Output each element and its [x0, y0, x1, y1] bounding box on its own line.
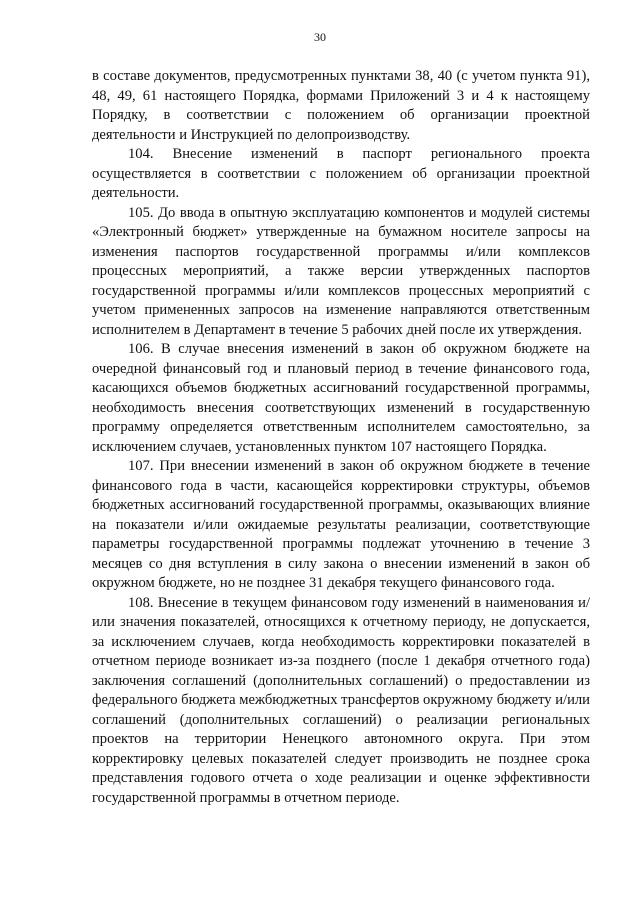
paragraph-104: 104. Внесение изменений в паспорт регионального проекта осуществляется в соответствии с положением об организации проектной деятельности.: [92, 146, 590, 201]
paragraph-108: 108. Внесение в текущем финансовом году изменений в наименования и/или значения показателей, относящихся к отчетному периоду, не допускается, за исключением случаев, когда необходимость корректировки показателей в отчетном периоде возникает из-за позднего (после 1 декабря отчетного года) заключения соглашений (дополнительных соглашений) о предоставлении из федерального бюджета межбюджетных трансфертов окружному бюджету и/или соглашений (дополнительных соглашений) о реализации региональных проектов на территории Ненецкого автономного округа. При этом корректировку целевых показателей следует производить не позднее срока представления годового отчета о ходе реализации и оценке эффективности государственной программы в отчетном периоде.: [92, 594, 590, 806]
page-number: 30: [314, 30, 326, 44]
paragraph-107: 107. При внесении изменений в закон об окружном бюджете в течение финансового года в части, касающейся корректировки структуры, объемов бюджетных ассигнований государственной программы, оказывающих влияние на показатели и/или ожидаемые результаты реализации, соответствующие параметры государственной программы подлежат уточнению в течение 3 месяцев со дня вступления в силу закона о внесении изменений в закон об окружном бюджете, но не позднее 31 декабря текущего финансового года.: [92, 458, 590, 591]
paragraph-continuation: в составе документов, предусмотренных пунктами 38, 40 (с учетом пункта 91), 48, 49, 61 настоящего Порядка, формами Приложений 3 и 4 к настоящему Порядку, в соответствии с положением об организации проектной деятельности и Инструкцией по делопроизводству.: [92, 68, 590, 143]
paragraph-105: 105. До ввода в опытную эксплуатацию компонентов и модулей системы «Электронный бюджет» утвержденные на бумажном носителе запросы на изменения паспортов государственной программы и/или комплексов процессных мероприятий, а также версии утвержденных паспортов государственной программы и/или комплексов процессных мероприятий с учетом примененных запросов на изменение направляются ответственным исполнителем в Департамент в течение 5 рабочих дней после их утверждения.: [92, 204, 590, 338]
document-body: [92, 67, 590, 808]
paragraph-106: 106. В случае внесения изменений в закон об окружном бюджете на очередной финансовый год и плановый период в течение финансового года, касающихся объемов бюджетных ассигнований государственной программы, необходимость внесения соответствующих изменений в государственную программу определяется ответственным исполнителем самостоятельно, за исключением случаев, установленных пунктом 107 настоящего Порядка.: [92, 341, 590, 455]
